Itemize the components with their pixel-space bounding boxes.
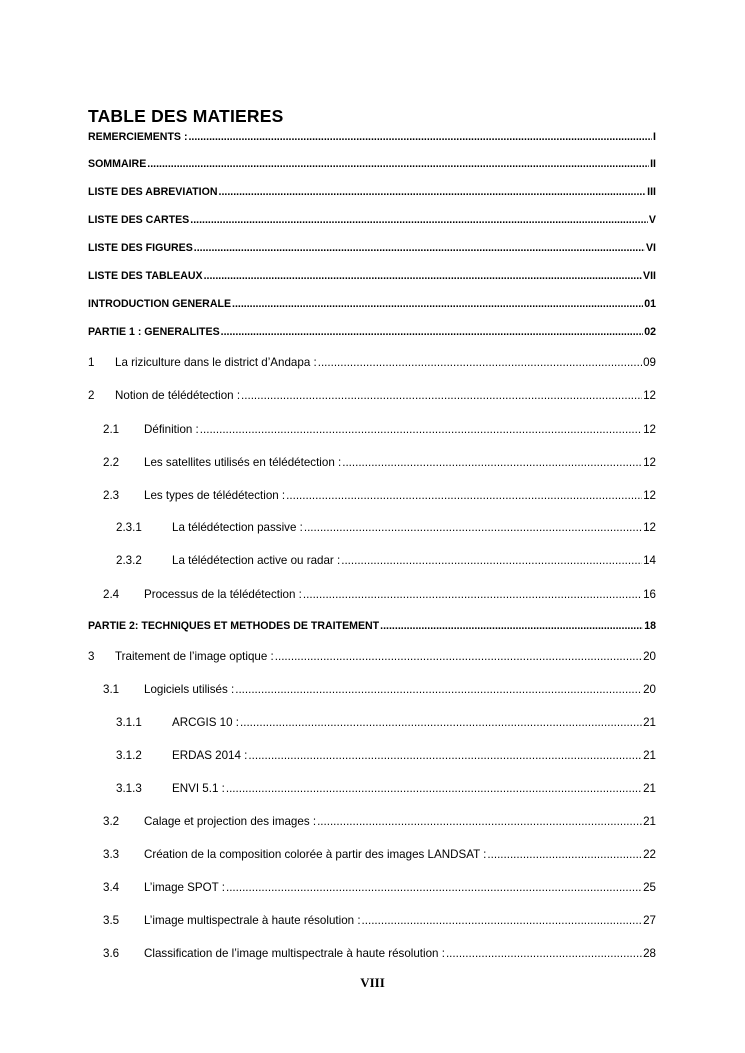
toc-leader	[200, 423, 642, 436]
toc-entry-2-4[interactable]	[103, 588, 656, 604]
toc-entry-2-2[interactable]	[103, 456, 656, 472]
toc-page: 12	[643, 489, 656, 502]
toc-leader	[226, 782, 642, 795]
toc-label: REMERCIEMENTS :	[88, 131, 188, 143]
toc-number: 2.2	[103, 456, 120, 469]
toc-number: 3.1.3	[116, 782, 142, 795]
toc-number: 2	[88, 389, 95, 402]
toc-entry-figures[interactable]	[88, 242, 656, 258]
toc-number: 3	[88, 650, 95, 663]
toc-page: II	[650, 158, 656, 170]
toc-label: Classification de l’image multispectrale à haute résolution :	[144, 947, 445, 960]
toc-label: Les satellites utilisés en télédétection :	[144, 456, 342, 469]
toc-leader	[380, 620, 643, 632]
toc-leader	[219, 186, 647, 198]
toc-entry-partie-2[interactable]	[88, 620, 656, 636]
toc-number: 3.2	[103, 815, 120, 828]
toc-page: 21	[643, 815, 656, 828]
toc-entry-tableaux[interactable]	[88, 270, 656, 286]
toc-number: 3.1.2	[116, 749, 142, 762]
toc-leader	[286, 489, 642, 502]
toc-number: 3.1.1	[116, 716, 142, 729]
toc-entry-2-1[interactable]	[103, 423, 656, 439]
toc-number: 2.1	[103, 423, 120, 436]
toc-page: 20	[643, 683, 656, 696]
toc-leader	[487, 848, 642, 861]
toc-number: 2.3.2	[116, 554, 142, 567]
toc-page: 27	[643, 914, 656, 927]
page-number-footer: VIII	[360, 975, 385, 990]
toc-label: La télédétection active ou radar :	[172, 554, 341, 567]
toc-leader	[318, 356, 642, 369]
toc-entry-2-3-1[interactable]	[116, 521, 656, 537]
toc-leader	[304, 521, 642, 534]
toc-page: I	[653, 131, 656, 143]
toc-page: V	[648, 214, 656, 226]
toc-label: L’image multispectrale à haute résolution :	[144, 914, 361, 927]
toc-page: 12	[643, 456, 656, 469]
toc-label: INTRODUCTION GENERALE	[88, 298, 232, 310]
toc-entry-3-1[interactable]	[103, 683, 656, 699]
toc-entry-sommaire[interactable]	[88, 158, 656, 174]
toc-page: VII	[643, 270, 656, 282]
toc-page: 02	[644, 326, 656, 338]
toc-entry-3-3[interactable]	[103, 848, 656, 864]
toc-leader	[241, 389, 642, 402]
toc-entry-3-1-2[interactable]	[116, 749, 656, 765]
toc-leader	[342, 456, 642, 469]
toc-entry-3-4[interactable]	[103, 881, 656, 897]
toc-page: 22	[643, 848, 656, 861]
toc-number: 2.3	[103, 489, 120, 502]
toc-label: La télédétection passive :	[172, 521, 303, 534]
toc-leader	[303, 588, 642, 601]
toc-label: LISTE DES CARTES	[88, 214, 190, 226]
toc-leader	[226, 881, 642, 894]
toc-leader	[232, 298, 643, 310]
toc-page: 25	[643, 881, 656, 894]
toc-page: 21	[643, 716, 656, 729]
toc-label: LISTE DES FIGURES	[88, 242, 193, 254]
toc-label: L’image SPOT :	[144, 881, 225, 894]
toc-page: 14	[643, 554, 656, 567]
toc-leader	[362, 914, 643, 927]
toc-number: 3.1	[103, 683, 120, 696]
toc-page: 16	[643, 588, 656, 601]
toc-entry-3-2[interactable]	[103, 815, 656, 831]
toc-number: 3.4	[103, 881, 120, 894]
toc-leader	[446, 947, 642, 960]
toc-title: TABLE DES MATIERES	[88, 106, 284, 126]
toc-entry-abreviations[interactable]	[88, 186, 656, 202]
toc-entry-cartes[interactable]	[88, 214, 656, 230]
toc-leader	[341, 554, 642, 567]
toc-number: 1	[88, 356, 95, 369]
toc-page: 28	[643, 947, 656, 960]
toc-page: 20	[643, 650, 656, 663]
toc-label: ARCGIS 10 :	[172, 716, 240, 729]
toc-entry-2-3[interactable]	[103, 489, 656, 505]
toc-entry-introduction[interactable]	[88, 298, 656, 314]
toc-label: Les types de télédétection :	[144, 489, 286, 502]
toc-leader	[275, 650, 642, 663]
toc-number: 2.4	[103, 588, 120, 601]
toc-leader	[240, 716, 642, 729]
toc-page: 21	[643, 749, 656, 762]
toc-leader	[188, 131, 652, 143]
toc-label: Création de la composition colorée à partir des images LANDSAT :	[144, 848, 487, 861]
toc-entry-partie-1[interactable]	[88, 326, 656, 342]
toc-entry-remerciements[interactable]	[88, 131, 656, 147]
toc-number: 2.3.1	[116, 521, 142, 534]
toc-number: 3.5	[103, 914, 120, 927]
toc-label: Logiciels utilisés :	[144, 683, 235, 696]
toc-label: LISTE DES ABREVIATION	[88, 186, 218, 198]
toc-leader	[204, 270, 642, 282]
toc-label: ERDAS 2014 :	[172, 749, 248, 762]
toc-label: Notion de télédétection :	[115, 389, 241, 402]
toc-label: Processus de la télédétection :	[144, 588, 302, 601]
toc-label: Traitement de l’image optique :	[115, 650, 274, 663]
toc-entry-2[interactable]	[88, 389, 656, 405]
toc-leader	[147, 158, 649, 170]
toc-leader	[317, 815, 642, 828]
toc-page: 01	[644, 298, 656, 310]
toc-page: 12	[643, 423, 656, 436]
toc-entry-3-5[interactable]	[103, 914, 656, 930]
toc-page: III	[647, 186, 656, 198]
toc-entry-3-1-1[interactable]	[116, 716, 656, 732]
toc-page: VI	[645, 242, 656, 254]
toc-page: 18	[644, 620, 656, 632]
toc-number: 3.6	[103, 947, 120, 960]
toc-entry-2-3-2[interactable]	[116, 554, 656, 570]
toc-leader	[190, 214, 648, 226]
toc-number: 3.3	[103, 848, 120, 861]
toc-entry-1[interactable]	[88, 356, 656, 372]
toc-leader	[248, 749, 642, 762]
toc-leader	[235, 683, 642, 696]
toc-label: ENVI 5.1 :	[172, 782, 225, 795]
toc-page: 09	[643, 356, 656, 369]
toc-label: Calage et projection des images :	[144, 815, 317, 828]
toc-entry-3-1-3[interactable]	[116, 782, 656, 798]
toc-page: 12	[643, 389, 656, 402]
toc-label: Définition :	[144, 423, 199, 436]
toc-label: SOMMAIRE	[88, 158, 147, 170]
toc-label: LISTE DES TABLEAUX	[88, 270, 203, 282]
toc-leader	[194, 242, 645, 254]
toc-leader	[221, 326, 644, 338]
toc-label: La riziculture dans le district d’Andapa :	[115, 356, 317, 369]
toc-page: 21	[643, 782, 656, 795]
toc-entry-3[interactable]	[88, 650, 656, 666]
toc-label: PARTIE 2: TECHNIQUES ET METHODES DE TRAITEMENT	[88, 620, 380, 632]
toc-page: 12	[643, 521, 656, 534]
toc-entry-3-6[interactable]	[103, 947, 656, 963]
toc-label: PARTIE 1 : GENERALITES	[88, 326, 220, 338]
